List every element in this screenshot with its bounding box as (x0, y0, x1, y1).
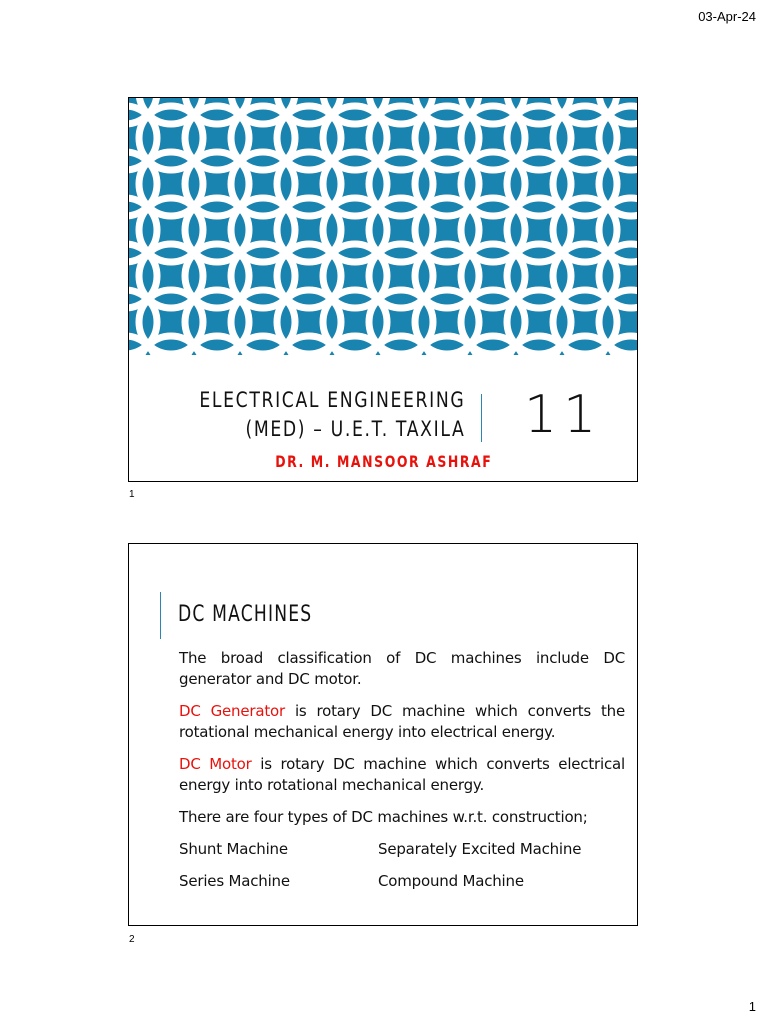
title-divider (481, 394, 482, 442)
decorative-circle-pattern (129, 98, 637, 355)
course-title-line2: (MED) – U.E.T. TAXILA (245, 417, 465, 441)
course-title-line1: ELECTRICAL ENGINEERING (199, 388, 465, 412)
machine-type-item: Series Machine (179, 872, 290, 890)
term-dc-motor: DC Motor (179, 755, 252, 773)
title-slide (128, 97, 638, 482)
machine-type-item: Compound Machine (378, 872, 524, 890)
content-slide (128, 543, 638, 926)
header-date: 03-Apr-24 (698, 9, 756, 24)
slide-body (179, 648, 625, 892)
heading-accent-bar (160, 592, 161, 639)
author-name: DR. M. MANSOOR ASHRAF (274, 452, 492, 471)
lecture-number: 11 (524, 385, 603, 445)
slide-index-2: 2 (129, 934, 135, 945)
course-title (199, 386, 465, 444)
slide-heading: DC MACHINES (178, 602, 313, 627)
page-number: 1 (748, 999, 756, 1014)
definition-dc-motor: is rotary DC machine which converts electrical energy into rotational mechanical energy. (179, 755, 625, 794)
paragraph-dc-motor (179, 754, 625, 796)
machine-types-grid (179, 839, 625, 892)
machine-type-item: Separately Excited Machine (378, 840, 582, 858)
slide-index-1: 1 (129, 489, 135, 500)
paragraph-types-intro: There are four types of DC machines w.r.t. construction; (179, 808, 588, 826)
paragraph-dc-generator (179, 701, 625, 743)
term-dc-generator: DC Generator (179, 702, 285, 720)
machine-type-item: Shunt Machine (179, 840, 288, 858)
paragraph-classification: The broad classification of DC machines include DC generator and DC motor. (179, 649, 625, 688)
definition-dc-generator: is rotary DC machine which converts the rotational mechanical energy into electrical energy. (179, 702, 625, 741)
